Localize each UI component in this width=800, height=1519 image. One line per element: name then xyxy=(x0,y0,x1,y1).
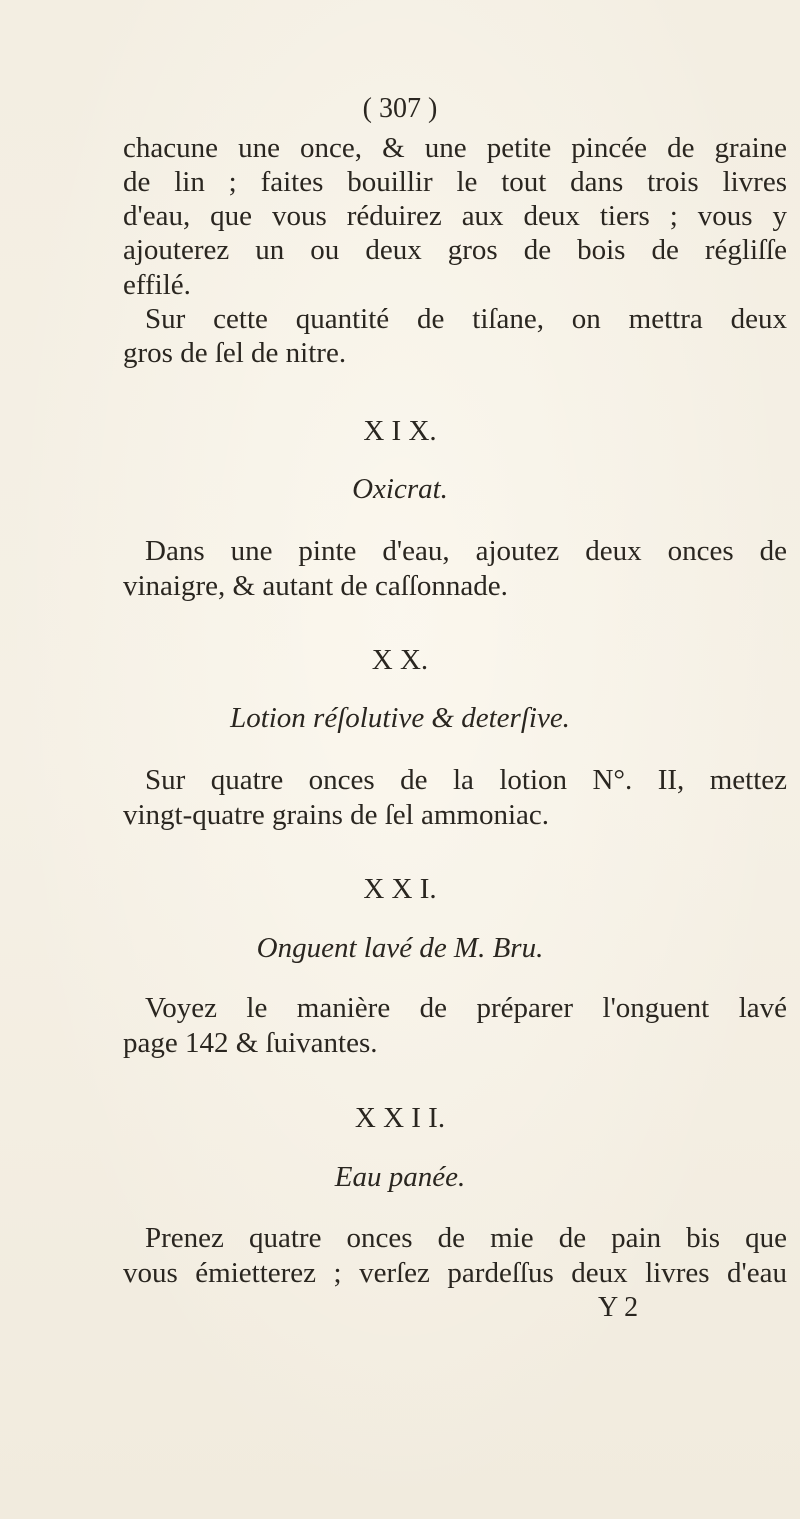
text-line: vingt-quatre grains de ſel ammoniac. xyxy=(123,799,549,831)
text-line: vous émietterez ; verſez pardeſſus deux livres d'eau xyxy=(123,1257,787,1289)
section-title: Eau panée. xyxy=(334,1161,466,1193)
section-numeral: X X I I. xyxy=(354,1102,446,1134)
text-line: Voyez le manière de préparer l'onguent lavé xyxy=(145,992,787,1024)
text-line: Sur cette quantité de tiſane, on mettra deux xyxy=(145,303,787,335)
text-line: Dans une pinte d'eau, ajoutez deux onces de xyxy=(145,535,787,567)
text-line: de lin ; faites bouillir le tout dans trois livres xyxy=(123,166,787,198)
text-line: chacune une once, & une petite pincée de graine xyxy=(123,132,787,164)
text-line: gros de ſel de nitre. xyxy=(123,337,347,369)
section-numeral: X X I. xyxy=(363,873,437,905)
section-title: Onguent lavé de M. Bru. xyxy=(256,932,544,964)
text-line: d'eau, que vous réduirez aux deux tiers ; vous y xyxy=(123,200,787,232)
running-head: ( 307 ) xyxy=(362,93,438,124)
section-numeral: X X. xyxy=(371,644,429,676)
text-line: effilé. xyxy=(123,269,191,301)
text-line: ajouterez un ou deux gros de bois de régliſſe xyxy=(123,234,787,266)
text-line: page 142 & ſuivantes. xyxy=(123,1027,378,1059)
section-numeral: X I X. xyxy=(363,415,437,447)
text-line: Sur quatre onces de la lotion N°. II, mettez xyxy=(145,764,787,796)
text-line: vinaigre, & autant de caſſonnade. xyxy=(123,570,508,602)
signature-mark: Y 2 xyxy=(598,1292,639,1323)
text-line: Prenez quatre onces de mie de pain bis que xyxy=(145,1222,787,1254)
section-title: Oxicrat. xyxy=(352,473,448,505)
section-title: Lotion réſolutive & deterſive. xyxy=(230,702,570,734)
